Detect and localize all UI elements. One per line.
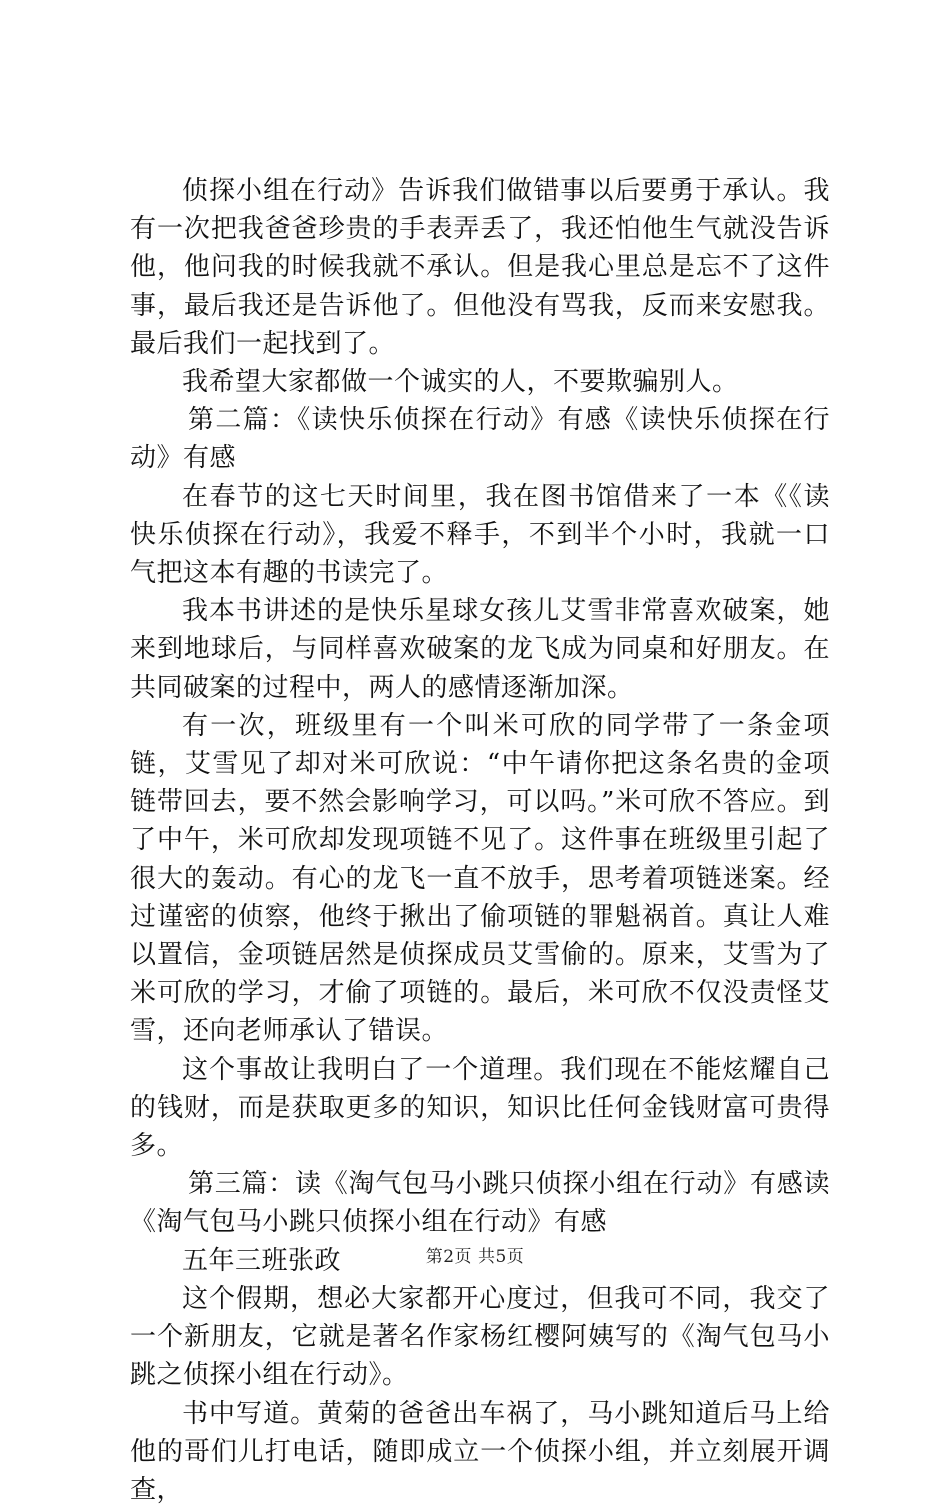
paragraph-intro-continuation: 侦探小组在行动》告诉我们做错事以后要勇于承认。我有一次把我爸爸珍贵的手表弄丢了，我还怕他生气就没告诉他，他问我的时候我就不承认。但是我心里总是忘不了这件事，最后我还是告诉他了。但他没有骂我，反而来安慰我。最后我们一起找到了。 xyxy=(130,172,830,363)
author-line: 五年三班张政 xyxy=(130,1242,830,1280)
paragraph-honesty-wish: 我希望大家都做一个诚实的人，不要欺骗别人。 xyxy=(130,363,830,401)
paragraph-holiday: 这个假期，想必大家都开心度过，但我可不同，我交了一个新朋友，它就是著名作家杨红樱阿姨写的《淘气包马小跳之侦探小组在行动》。 xyxy=(130,1280,830,1395)
paragraph-spring-festival: 在春节的这七天时间里，我在图书馆借来了一本《《读快乐侦探在行动》，我爱不释手，不到半个小时，我就一口气把这本有趣的书读完了。 xyxy=(130,478,830,593)
paragraph-lesson: 这个事故让我明白了一个道理。我们现在不能炫耀自己的钱财，而是获取更多的知识，知识比任何金钱财富可贵得多。 xyxy=(130,1051,830,1166)
section-heading-part-three: 第三篇：读《淘气包马小跳只侦探小组在行动》有感读《淘气包马小跳只侦探小组在行动》有感 xyxy=(130,1165,830,1241)
document-body xyxy=(130,172,830,1509)
paragraph-book-content: 书中写道。黄菊的爸爸出车祸了，马小跳知道后马上给他的哥们儿打电话，随即成立一个侦探小组，并立刻展开调查， xyxy=(130,1395,830,1509)
paragraph-necklace-story: 有一次，班级里有一个叫米可欣的同学带了一条金项链，艾雪见了却对米可欣说：“中午请你把这条名贵的金项链带回去，要不然会影响学习，可以吗。”米可欣不答应。到了中午，米可欣却发现项链不见了。这件事在班级里引起了很大的轰动。有心的龙飞一直不放手，思考着项链迷案。经过谨密的侦察，他终于揪出了偷项链的罪魁祸首。真让人难以置信，金项链居然是侦探成员艾雪偷的。原来，艾雪为了米可欣的学习，才偷了项链的。最后，米可欣不仅没责怪艾雪，还向老师承认了错误。 xyxy=(130,707,830,1051)
section-heading-part-two: 第二篇：《读快乐侦探在行动》有感《读快乐侦探在行动》有感 xyxy=(130,401,830,477)
page-number-footer: 第2页 共5页 xyxy=(0,1242,950,1267)
paragraph-book-summary: 我本书讲述的是快乐星球女孩儿艾雪非常喜欢破案，她来到地球后，与同样喜欢破案的龙飞成为同桌和好朋友。在共同破案的过程中，两人的感情逐渐加深。 xyxy=(130,592,830,707)
